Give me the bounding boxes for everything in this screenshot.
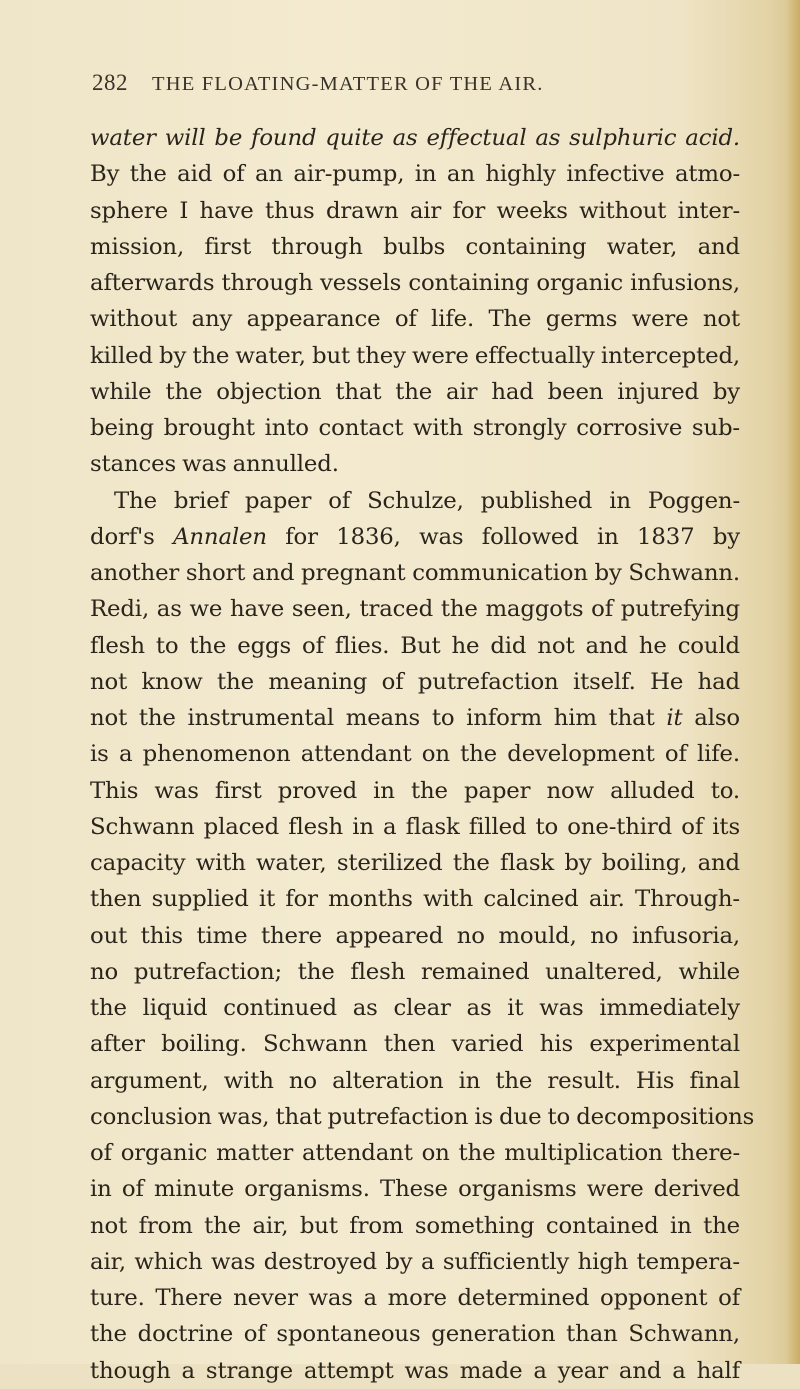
text-segment: Schwann placed flesh in a flask filled to one-third of its xyxy=(90,813,740,840)
text-segment: afterwards through vessels containing organic infusions, xyxy=(90,270,740,296)
text-segment: The brief paper of Schulze, published in Poggen- xyxy=(114,487,740,514)
text-segment: This was first proved in the paper now alluded to. xyxy=(90,777,740,804)
text-segment: though a strange attempt was made a year and a half xyxy=(90,1357,740,1384)
text-line xyxy=(90,809,740,845)
italic-text: it xyxy=(666,705,683,731)
text-segment: of organic matter attendant on the multiplication there- xyxy=(90,1140,740,1166)
text-segment: being brought into contact with strongly corrosive sub- xyxy=(90,415,740,441)
text-segment: no putrefaction; the flesh remained unaltered, while xyxy=(90,958,740,985)
text-line xyxy=(90,410,740,446)
italic-text: Annalen xyxy=(173,523,267,550)
text-line xyxy=(90,1244,740,1280)
text-line xyxy=(90,628,740,664)
text-segment: capacity with water, sterilized the flask by boiling, and xyxy=(90,850,740,876)
text-line xyxy=(90,1026,740,1062)
text-line xyxy=(90,338,740,374)
page-number: 282 xyxy=(92,70,128,95)
text-segment: is a phenomenon attendant on the development of life. xyxy=(90,741,740,768)
text-segment: for 1836, was followed in 1837 by xyxy=(266,523,740,550)
text-segment: also xyxy=(682,705,740,731)
text-line xyxy=(90,1208,740,1244)
running-header xyxy=(92,70,732,106)
text-segment: then supplied it for months with calcined air. Through- xyxy=(90,886,740,913)
text-line xyxy=(90,483,740,519)
text-line xyxy=(90,736,740,772)
text-segment: Redi, as we have seen, traced the maggots of putrefying xyxy=(90,596,740,623)
text-line xyxy=(90,193,740,229)
text-segment: the liquid continued as clear as it was immediately xyxy=(90,995,740,1021)
text-segment: argument, with no alteration in the result. His final xyxy=(90,1067,740,1094)
text-segment: the doctrine of spontaneous generation than Schwann, xyxy=(90,1321,740,1348)
text-line xyxy=(90,1353,740,1389)
text-line xyxy=(90,845,740,881)
text-segment: not know the meaning of putrefaction itself. He had xyxy=(90,668,740,695)
text-line xyxy=(90,1316,740,1352)
text-segment: in of minute organisms. These organisms were derived xyxy=(90,1176,740,1203)
text-line xyxy=(90,881,740,917)
text-line xyxy=(90,700,740,736)
text-segment: sphere I have thus drawn air for weeks without inter- xyxy=(90,197,740,224)
text-line xyxy=(90,301,740,337)
text-line xyxy=(90,555,740,591)
text-segment: By the aid of an air-pump, in an highly infective atmo- xyxy=(90,161,740,188)
text-line xyxy=(90,1099,755,1135)
text-line xyxy=(90,918,740,954)
text-segment: while the objection that the air had been injured by xyxy=(90,378,740,405)
text-segment: stances was annulled. xyxy=(90,451,339,478)
text-segment: without any appearance of life. The germs were not xyxy=(90,306,740,333)
text-segment: not the instrumental means to inform him that xyxy=(90,705,667,731)
text-line xyxy=(90,1280,740,1316)
text-line xyxy=(90,591,740,627)
text-segment: dorf's xyxy=(90,523,174,550)
text-segment: after boiling. Schwann then varied his experimental xyxy=(90,1031,740,1058)
text-segment: killed by the water, but they were effectually intercepted, xyxy=(90,342,740,369)
text-segment: mission, first through bulbs containing water, and xyxy=(90,233,740,260)
text-line xyxy=(90,120,740,156)
body-text xyxy=(90,120,755,1389)
text-segment: conclusion was, that putrefaction is due to decompositions xyxy=(90,1103,755,1130)
text-line xyxy=(90,374,740,410)
text-segment: another short and pregnant communication by Schwann. xyxy=(90,560,740,586)
text-segment: ture. There never was a more determined opponent of xyxy=(90,1285,740,1311)
text-segment: air, which was destroyed by a sufficiently high tempera- xyxy=(90,1248,740,1275)
text-line xyxy=(90,519,740,555)
text-line xyxy=(90,1135,740,1171)
text-line xyxy=(90,773,740,809)
text-line xyxy=(90,1063,740,1099)
text-segment: not from the air, but from something contained in the xyxy=(90,1212,740,1239)
text-line xyxy=(90,156,740,192)
text-line xyxy=(90,664,740,700)
page-edge-shadow xyxy=(786,0,800,1364)
text-line xyxy=(90,954,740,990)
text-line xyxy=(90,990,740,1026)
italic-text: water will be found quite as effectual as sulphuric acid. xyxy=(90,125,740,151)
text-line xyxy=(90,446,740,482)
text-line xyxy=(90,265,740,301)
running-title: THE FLOATING-MATTER OF THE AIR. xyxy=(152,73,544,95)
text-line xyxy=(90,1171,740,1207)
text-line xyxy=(90,229,740,265)
text-segment: out this time there appeared no mould, no infusoria, xyxy=(90,922,740,949)
text-segment: flesh to the eggs of flies. But he did not and he could xyxy=(90,632,740,659)
